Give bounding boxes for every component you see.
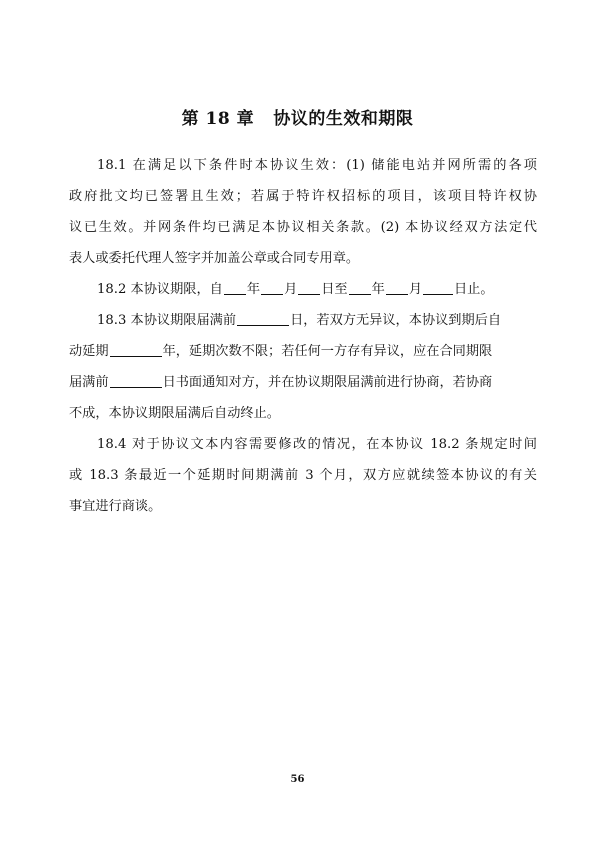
clause-18-2-part-7: 日止。 — [454, 282, 494, 297]
clause-18-4-line-3: 事宜进行商谈。 — [69, 499, 162, 514]
clause-18-1-line-3: 议已生效。并网条件均已满足本协议相关条款。(2) 本协议经双方法定代 — [69, 220, 537, 235]
clause-18-2-part-6: 月 — [408, 282, 422, 297]
blank-end-day[interactable] — [423, 280, 453, 295]
clause-18-2-part-2: 年 — [246, 282, 261, 297]
clause-18-2-part-5: 年 — [371, 282, 385, 297]
clause-18-3-line-3-b: 日书面通知对方，并在协议期限届满前进行协商，若协商 — [162, 375, 493, 390]
clause-18-4-line-2: 或 18.3 条最近一个延期时间期满前 3 个月，双方应就续签本协议的有关 — [69, 468, 537, 483]
clause-18-1-line-2: 政府批文均已签署且生效；若属于特许权招标的项目，该项目特许权协 — [69, 189, 537, 204]
body-text — [69, 150, 537, 522]
clause-18-3-line-2 — [69, 336, 537, 367]
blank-end-month[interactable] — [386, 280, 408, 295]
blank-end-year[interactable] — [349, 280, 371, 295]
blank-start-year[interactable] — [224, 280, 246, 295]
clause-18-2 — [69, 274, 537, 305]
clause-18-4-line-1: 18.4 对于协议文本内容需要修改的情况，在本协议 18.2 条规定时间 — [97, 437, 537, 452]
clause-18-3-line-1-a: 18.3 本协议期限届满前 — [97, 313, 237, 328]
clause-18-3-line-2-a: 动延期 — [69, 344, 109, 359]
blank-start-day[interactable] — [298, 280, 320, 295]
clause-18-3-line-3 — [69, 367, 537, 398]
clause-18-2-part-1: 18.2 本协议期限，自 — [97, 282, 223, 297]
clause-18-3-line-4: 不成，本协议期限届满后自动终止。 — [69, 406, 280, 421]
clause-18-2-part-4: 日至 — [321, 282, 348, 297]
clause-18-2-part-3: 月 — [284, 282, 298, 297]
clause-18-3-line-1-b: 日，若双方无异议，本协议到期后自 — [290, 313, 502, 328]
blank-objection-days[interactable] — [110, 373, 162, 388]
clause-18-3-line-1 — [69, 305, 537, 336]
clause-18-3-line-3-a: 届满前 — [69, 375, 109, 390]
blank-start-month[interactable] — [261, 280, 283, 295]
chapter-title: 第 18 章 协议的生效和期限 — [181, 109, 414, 129]
page-number: 56 — [290, 774, 305, 785]
blank-notice-days[interactable] — [237, 311, 289, 326]
blank-extension-years[interactable] — [110, 342, 162, 357]
clause-18-1-line-4: 表人或委托代理人签字并加盖公章或合同专用章。 — [69, 251, 360, 266]
clause-18-3-line-2-b: 年，延期次数不限；若任何一方存有异议，应在合同期限 — [162, 344, 493, 359]
clause-18-1-line-1: 18.1 在满足以下条件时本协议生效：(1) 储能电站并网所需的各项 — [97, 158, 537, 173]
